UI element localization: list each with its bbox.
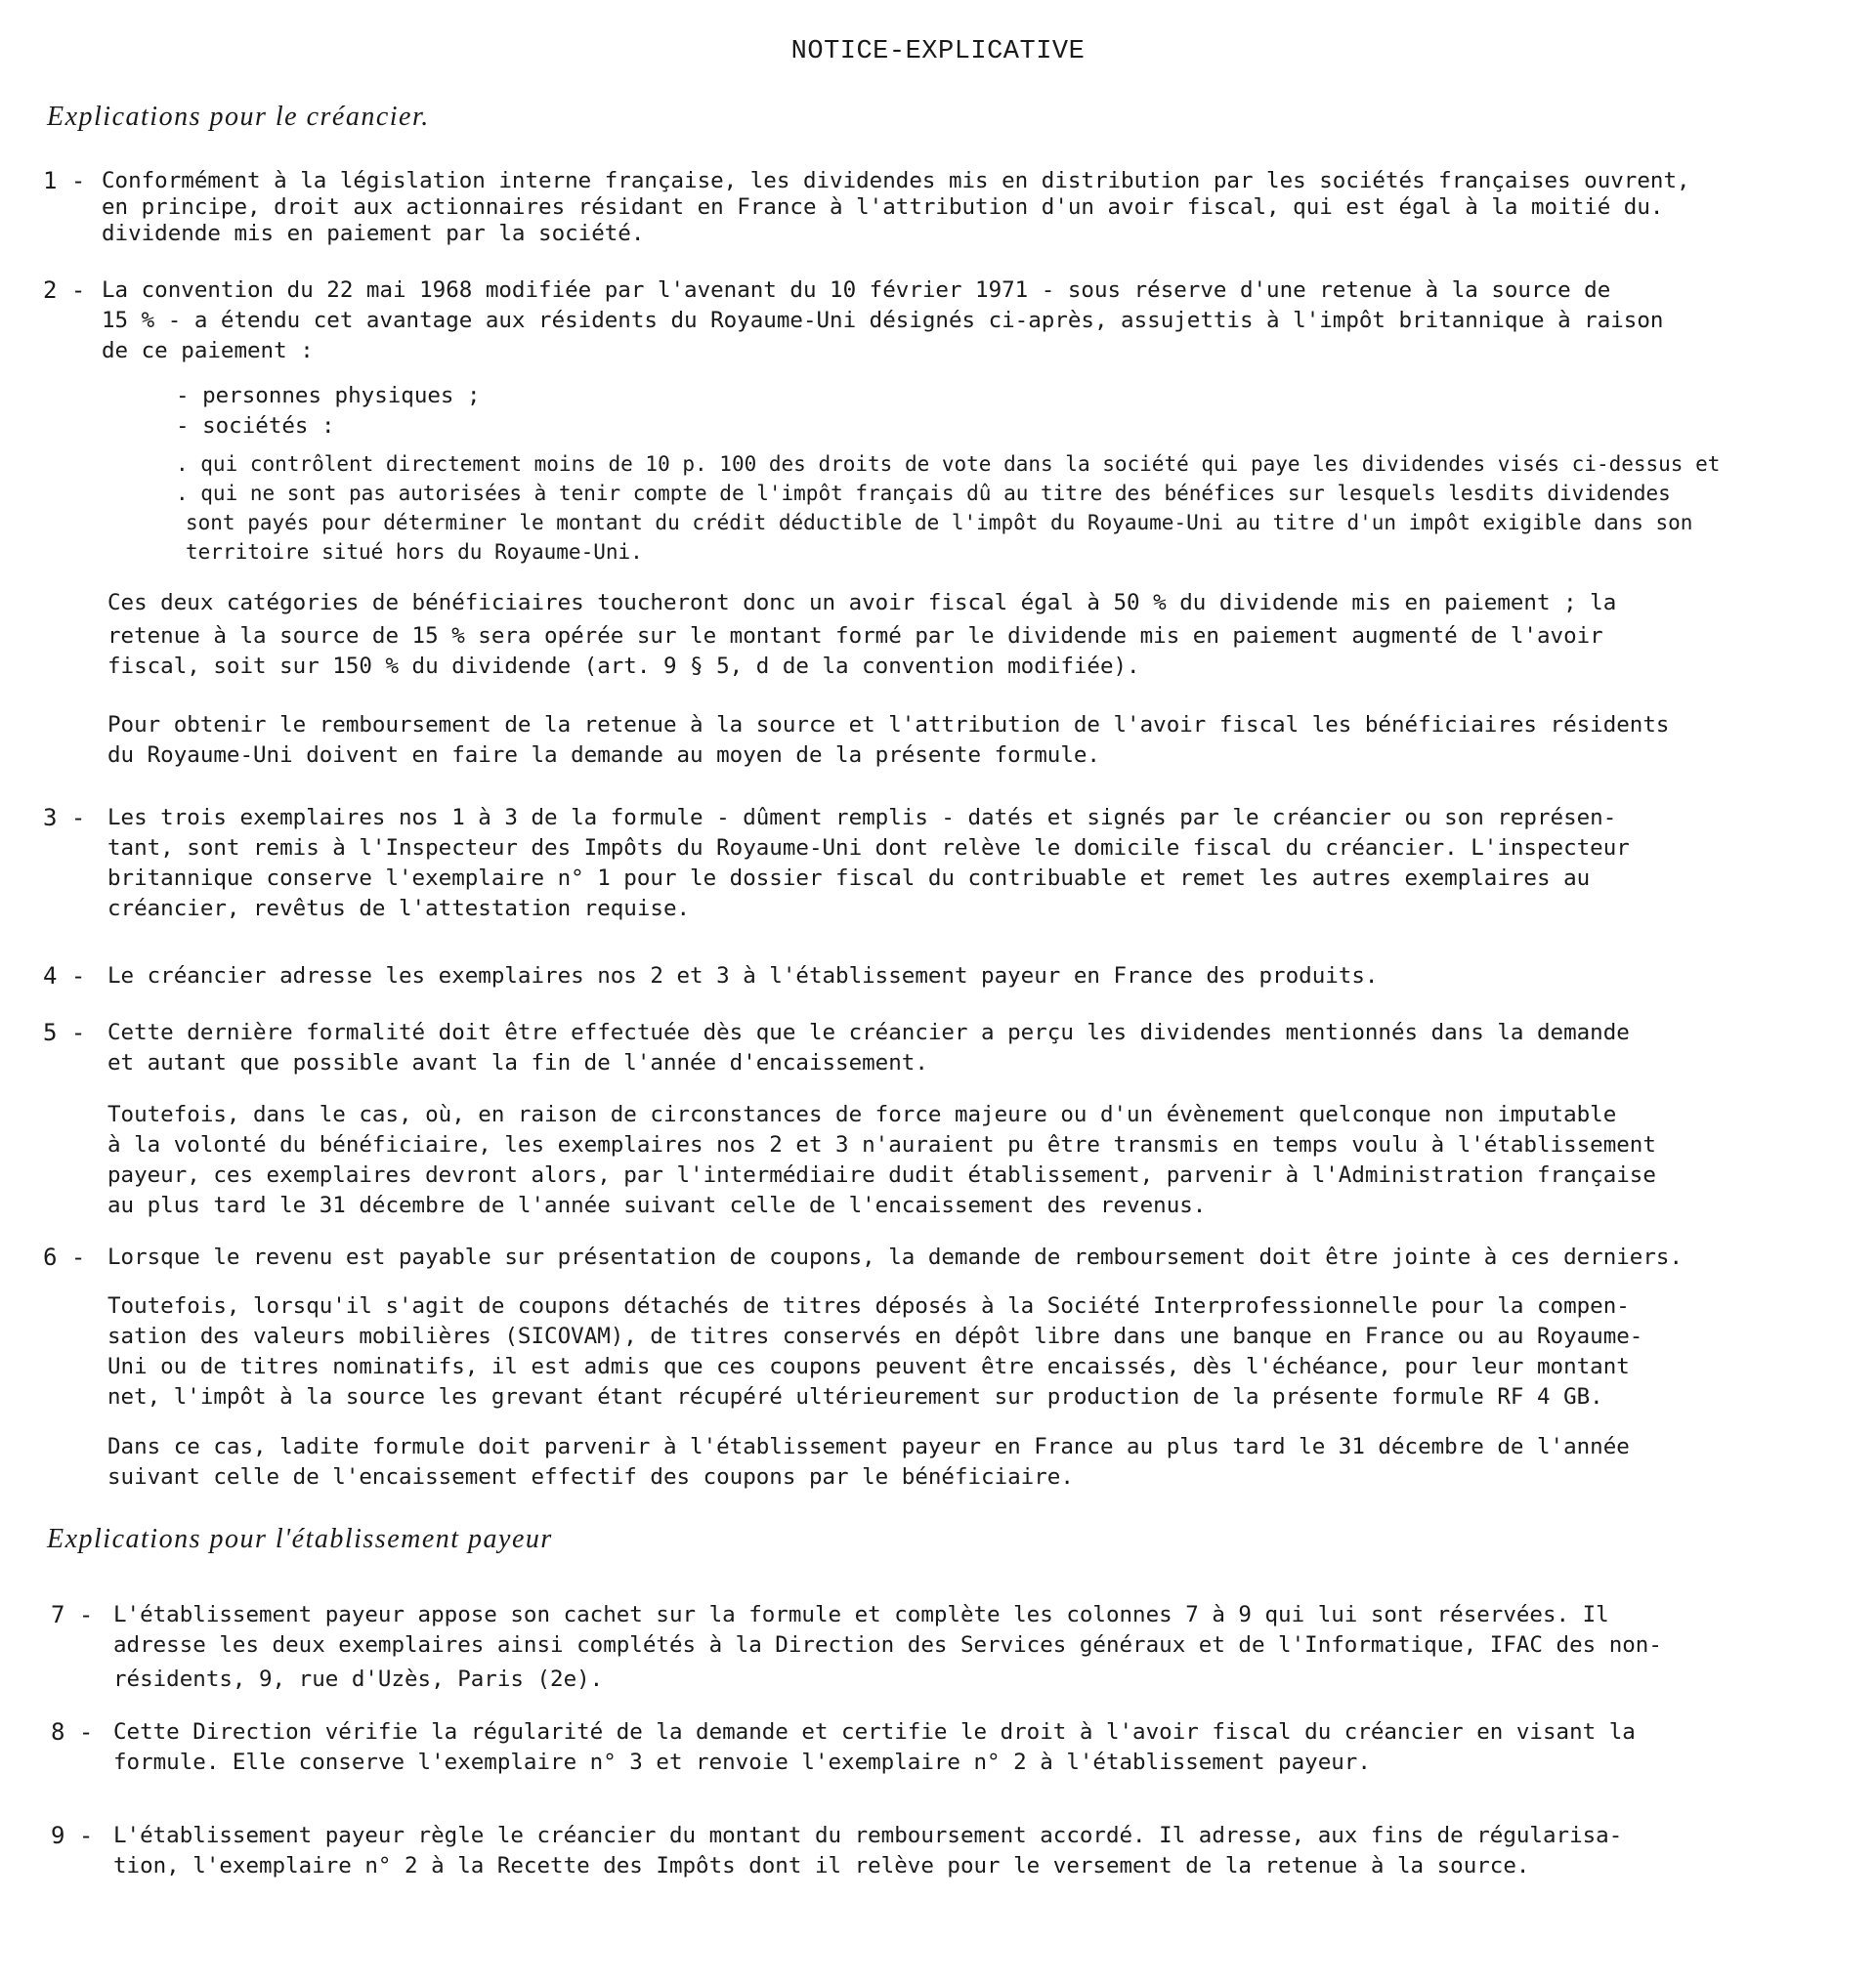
text-line: Lorsque le revenu est payable sur présentation de coupons, la demande de remboursement doit être jointe à ces derniers. — [107, 1245, 1683, 1270]
text-line: britannique conserve l'exemplaire n° 1 pour le dossier fiscal du contribuable et remet les autres exemplaires au — [107, 865, 1591, 891]
document-title: NOTICE-EXPLICATIVE — [790, 37, 1086, 66]
item-6-paragraph-delai — [107, 1432, 1847, 1493]
text-line: dividende mis en paiement par la société. — [102, 221, 645, 246]
item-2-sub-conditions — [176, 449, 1847, 567]
text-line: adresse les deux exemplaires ainsi complétés à la Direction des Services généraux et de l'Informatique, IFAC des non- — [113, 1632, 1662, 1658]
text-line: net, l'impôt à la source les grevant étant récupéré ultérieurement sur production de la présente formule RF 4 GB. — [107, 1384, 1603, 1410]
item-number: 8 - — [51, 1718, 94, 1746]
text-line: fiscal, soit sur 150 % du dividende (art. 9 § 5, d de la convention modifiée). — [107, 654, 1140, 679]
text-line: au plus tard le 31 décembre de l'année suivant celle de l'encaissement des revenus. — [107, 1193, 1207, 1218]
text-line: et autant que possible avant la fin de l'année d'encaissement. — [107, 1050, 928, 1076]
text-line: Uni ou de titres nominatifs, il est admis que ces coupons peuvent être encaissés, dès l'échéance, pour leur montant — [107, 1354, 1630, 1379]
text-line: Ces deux catégories de bénéficiaires toucheront donc un avoir fiscal égal à 50 % du dividende mis en paiement ; la — [107, 590, 1617, 615]
text-line: résidents, 9, rue d'Uzès, Paris (2e). — [113, 1667, 604, 1692]
text-line: Dans ce cas, ladite formule doit parvenir à l'établissement payeur en France au plus tard le 31 décembre de l'année — [107, 1434, 1630, 1459]
text-line: sation des valeurs mobilières (SICOVAM), de titres conservés en dépôt libre dans une banque en France ou au Royaume- — [107, 1324, 1643, 1349]
item-text — [102, 275, 1663, 366]
text-line: Les trois exemplaires nos 1 à 3 de la formule - dûment remplis - datés et signés par le créancier ou son représen- — [107, 805, 1617, 830]
text-line: Cette dernière formalité doit être effectuée dès que le créancier a perçu les dividendes mentionnés dans la demande — [107, 1020, 1630, 1045]
text-line: tion, l'exemplaire n° 2 à la Recette des Impôts dont il relève pour le versement de la retenue à la source. — [113, 1853, 1530, 1878]
item-number: 3 - — [43, 804, 86, 831]
item-number: 6 - — [43, 1244, 86, 1271]
sub-condition-line: sont payés pour déterminer le montant du crédit déductible de l'impôt du Royaume-Uni au titre d'un impôt exigible dans son — [186, 511, 1693, 534]
text-line: du Royaume-Uni doivent en faire la demande au moyen de la présente formule. — [107, 742, 1100, 768]
bullet-item: - personnes physiques ; — [176, 383, 481, 408]
item-number: 4 - — [43, 962, 86, 990]
text-line: formule. Elle conserve l'exemplaire n° 3 et renvoie l'exemplaire n° 2 à l'établissement payeur. — [113, 1750, 1371, 1775]
text-line: retenue à la source de 15 % sera opérée sur le montant formé par le dividende mis en paiement augmenté de l'avoir — [107, 623, 1603, 649]
section-heading-creancier: Explications pour le créancier. — [47, 102, 430, 132]
sub-condition-line: . qui contrôlent directement moins de 10 p. 100 des droits de vote dans la société qui paye les dividendes visés ci-dessus et — [176, 452, 1721, 476]
item-text — [107, 1018, 1630, 1078]
text-line: Conformément à la législation interne française, les dividendes mis en distribution par les sociétés françaises ouvrent, — [102, 168, 1690, 193]
item-text — [113, 1600, 1662, 1695]
text-line: de ce paiement : — [102, 338, 314, 363]
sub-condition-line: . qui ne sont pas autorisées à tenir compte de l'impôt français dû au titre des bénéfices sur lesquels lesdits dividendes — [176, 482, 1671, 505]
text-line: Cette Direction vérifie la régularité de la demande et certifie le droit à l'avoir fiscal du créancier en visant la — [113, 1719, 1636, 1745]
text-line: Toutefois, lorsqu'il s'agit de coupons détachés de titres déposés à la Société Interprofessionnelle pour la compen- — [107, 1293, 1630, 1319]
bullet-item: - sociétés : — [176, 413, 335, 439]
item-2-bullet-list — [176, 381, 481, 442]
item-text — [113, 1717, 1636, 1778]
item-2-paragraph-avoir — [107, 588, 1847, 682]
item-2-paragraph-remboursement — [107, 710, 1847, 771]
text-line: Le créancier adresse les exemplaires nos 2 et 3 à l'établissement payeur en France des produits. — [107, 963, 1379, 989]
text-line: Toutefois, dans le cas, où, en raison de circonstances de force majeure ou d'un évènement quelconque non imputable — [107, 1102, 1617, 1127]
item-5-paragraph-force-majeure — [107, 1100, 1847, 1221]
item-text — [107, 961, 1378, 992]
item-text — [113, 1821, 1622, 1881]
text-line: suivant celle de l'encaissement effectif des coupons par le bénéficiaire. — [107, 1464, 1074, 1490]
text-line: L'établissement payeur règle le créancier du montant du remboursement accordé. Il adresse, aux fins de régularisa- — [113, 1823, 1623, 1848]
item-number: 2 - — [43, 276, 86, 304]
text-line: Pour obtenir le remboursement de la retenue à la source et l'attribution de l'avoir fiscal les bénéficiaires résidents — [107, 712, 1670, 738]
text-line: La convention du 22 mai 1968 modifiée par l'avenant du 10 février 1971 - sous réserve d'une retenue à la source de — [102, 277, 1611, 303]
section-heading-etablissement: Explications pour l'établissement payeur — [47, 1524, 553, 1554]
text-line: tant, sont remis à l'Inspecteur des Impôts du Royaume-Uni dont relève le domicile fiscal du créancier. L'inspecteur — [107, 835, 1630, 861]
text-line: payeur, ces exemplaires devront alors, par l'intermédiaire dudit établissement, parvenir à l'Administration française — [107, 1162, 1656, 1188]
item-number: 9 - — [51, 1822, 94, 1849]
text-line: L'établissement payeur appose son cachet sur la formule et complète les colonnes 7 à 9 qui lui sont réservées. Il — [113, 1602, 1609, 1627]
item-6-paragraph-sicovam — [107, 1291, 1847, 1413]
text-line: créancier, revêtus de l'attestation requise. — [107, 896, 691, 921]
item-text — [107, 803, 1630, 924]
text-line: 15 % - a étendu cet avantage aux résidents du Royaume-Uni désignés ci-après, assujettis à l'impôt britannique à raison — [102, 308, 1664, 333]
item-number: 5 - — [43, 1019, 86, 1046]
text-line: à la volonté du bénéficiaire, les exemplaires nos 2 et 3 n'auraient pu être transmis en temps voulu à l'établissement — [107, 1132, 1656, 1158]
sub-condition-line: territoire situé hors du Royaume-Uni. — [186, 540, 643, 564]
item-text — [102, 166, 1690, 249]
item-text — [107, 1243, 1683, 1273]
item-number: 1 - — [43, 167, 86, 194]
item-number: 7 - — [51, 1601, 94, 1628]
text-line: en principe, droit aux actionnaires résidant en France à l'attribution d'un avoir fiscal, qui est égal à la moitié du. — [102, 194, 1664, 220]
